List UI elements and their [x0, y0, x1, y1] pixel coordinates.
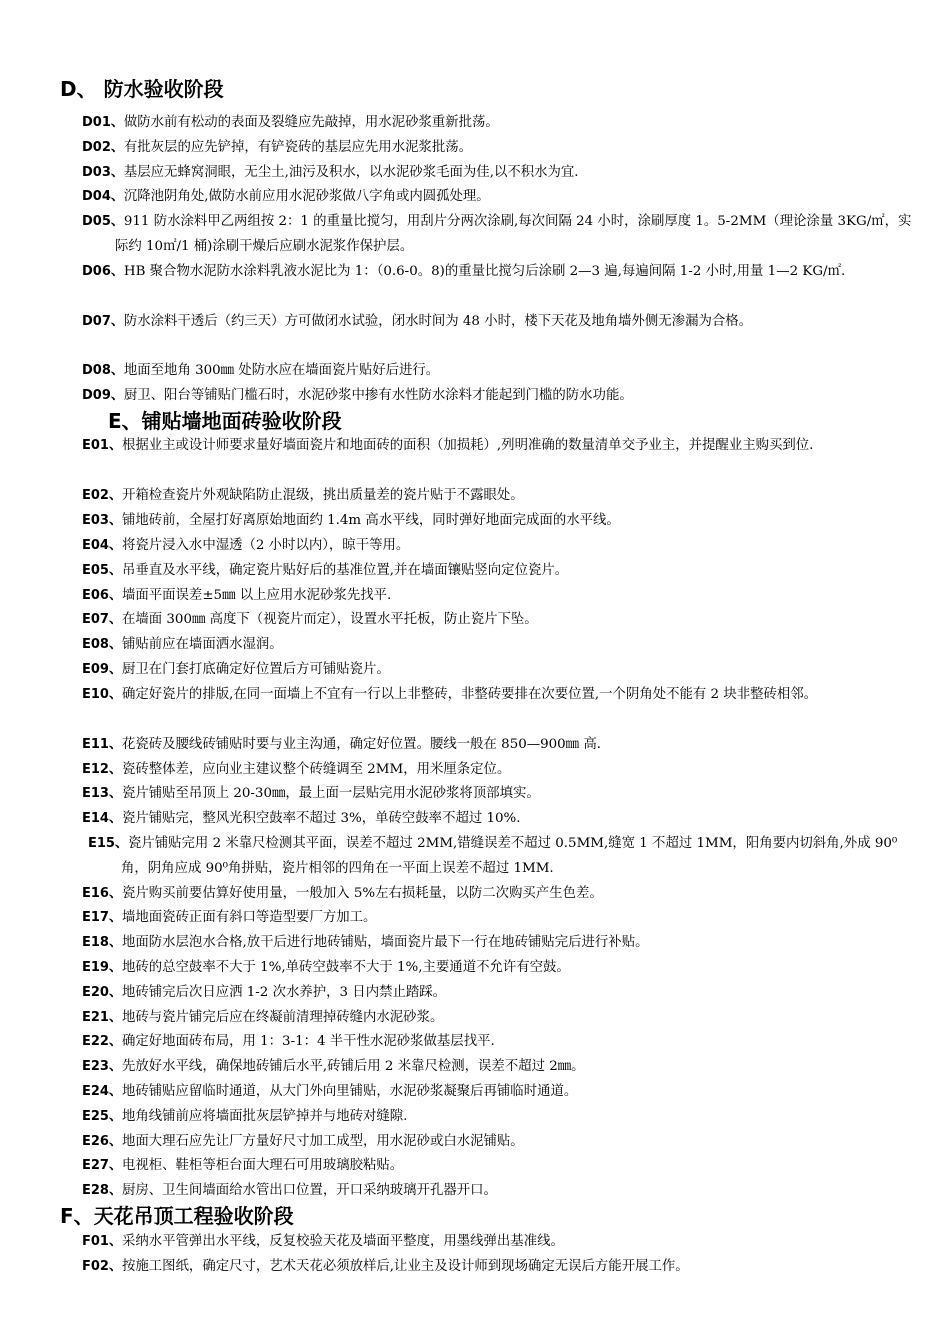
item-text: 地角线铺前应将墙面批灰层铲掉并与地砖对缝隙. — [121, 1109, 408, 1124]
list-item — [82, 633, 920, 658]
list-item — [82, 260, 920, 285]
list-item — [88, 832, 920, 881]
list-item — [82, 1055, 920, 1080]
item-text: 采纳水平管弹出水平线，反复校验天花及墙面平整度，用墨线弹出基准线。 — [121, 1234, 564, 1249]
item-code: D05、 — [82, 214, 124, 229]
item-code: D07、 — [82, 314, 124, 329]
item-text: 基层应无蜂窝洞眼，无尘土,油污及积水，以水泥砂浆毛面为佳,以不积水为宜. — [123, 165, 579, 180]
item-code: E11、 — [82, 737, 122, 752]
list-item — [82, 161, 920, 186]
list-item — [82, 509, 920, 534]
item-text: 厨卫、阳台等铺贴门槛石时，水泥砂浆中掺有水性防水涂料才能起到门槛的防水功能。 — [123, 388, 633, 403]
item-text: 地砖铺完后次日应洒 1-2 次水养护，3 日内禁止踏踩。 — [121, 985, 447, 1000]
item-text: 瓷片铺贴完用 2 米靠尺检测其平面，误差不超过 2MM,错缝误差不超过 0.5MM,缝宽 1 不超过 1MM，阳角要内切斜角,外成 90⁰角，阴角应成 90⁰角拼贴，瓷片相邻的四角在一平面上误差不超过 1MM. — [121, 836, 898, 876]
item-code: E21、 — [82, 1010, 122, 1025]
list-item — [82, 1130, 920, 1155]
item-code: D08、 — [82, 363, 124, 378]
list-item — [82, 1179, 920, 1204]
item-code: E15、 — [88, 836, 128, 851]
list-item — [82, 981, 920, 1006]
item-code: E17、 — [82, 910, 122, 925]
item-text: 沉降池阴角处,做防水前应用水泥砂浆做八字角或内圆孤处理。 — [123, 189, 490, 204]
list-item — [82, 658, 920, 683]
item-code: E08、 — [82, 637, 122, 652]
item-text: 地砖铺贴应留临时通道，从大门外向里铺贴，水泥砂浆凝聚后再铺临时通道。 — [121, 1084, 578, 1099]
item-text: 确定好瓷片的排版,在同一面墙上不宜有一行以上非整砖，非整砖要排在次要位置,一个阴角处不能有 2 块非整砖相邻。 — [121, 687, 818, 702]
item-code: F01、 — [82, 1234, 122, 1249]
list-item — [82, 1255, 920, 1280]
item-text: 铺贴前应在墙面洒水湿润。 — [121, 637, 283, 652]
item-text: 瓷片铺贴完，整风光积空鼓率不超过 3%，单砖空鼓率不超过 10%. — [121, 811, 521, 826]
item-text: 开箱检查瓷片外观缺陷防止混级，挑出质量差的瓷片贴于不露眼处。 — [121, 488, 524, 503]
item-text: 确定好地面砖布局，用 1：3-1：4 半干性水泥砂浆做基层找平. — [121, 1034, 495, 1049]
list-item — [82, 1154, 920, 1179]
item-text: 先放好水平线，确保地砖铺后水平,砖铺后用 2 米靠尺检测，误差不超过 2㎜。 — [121, 1059, 585, 1074]
list-item — [82, 758, 920, 783]
list-item — [82, 1105, 920, 1130]
list-item — [82, 434, 920, 459]
item-text: 地面大理石应先让厂方量好尺寸加工成型，用水泥砂或白水泥铺贴。 — [121, 1134, 524, 1149]
item-text: 根据业主或设计师要求量好墙面瓷片和地面砖的面积（加损耗）,列明准确的数量清单交予业主，并提醒业主购买到位. — [121, 438, 814, 453]
item-text: 防水涂料干透后（约三天）方可做闭水试验，闭水时间为 48 小时，楼下天花及地角墙外侧无渗漏为合格。 — [123, 314, 753, 329]
list-item — [82, 1230, 920, 1255]
section-heading-f: F、天花吊顶工程验收阶段 — [60, 1204, 294, 1228]
item-text: 墙面平面误差±5㎜ 以上应用水泥砂浆先找平. — [121, 588, 392, 603]
item-code: E23、 — [82, 1059, 122, 1074]
list-item — [60, 310, 887, 335]
list-item — [82, 185, 920, 210]
list-item — [82, 608, 920, 633]
item-text: 花瓷砖及腰线砖铺贴时要与业主沟通，确定好位置。腰线一般在 850—900㎜ 高. — [121, 737, 601, 752]
item-code: E18、 — [82, 935, 122, 950]
item-text: 按施工图纸，确定尺寸，艺术天花必须放样后,让业主及设计师到现场确定无误后方能开展工作。 — [121, 1259, 689, 1274]
list-item — [82, 1080, 920, 1105]
item-code: D06、 — [82, 264, 124, 279]
list-item — [82, 956, 920, 981]
item-text: 瓷片购买前要估算好使用量，一般加入 5%左右损耗量，以防二次购买产生色差。 — [121, 886, 603, 901]
item-text: 地面至地角 300㎜ 处防水应在墙面瓷片贴好后进行。 — [123, 363, 440, 378]
item-code: E26、 — [82, 1134, 122, 1149]
list-item — [82, 1006, 920, 1031]
item-code: E03、 — [82, 513, 122, 528]
item-code: E16、 — [82, 886, 122, 901]
list-item — [82, 683, 920, 708]
item-code: E10、 — [82, 687, 122, 702]
item-text: 有批灰层的应先铲掉，有铲瓷砖的基层应先用水泥浆批荡。 — [123, 140, 473, 155]
item-code: D09、 — [82, 388, 124, 403]
list-item — [82, 733, 920, 758]
list-item — [82, 1030, 920, 1055]
item-code: D01、 — [82, 115, 124, 130]
list-item — [82, 559, 920, 584]
item-code: E09、 — [82, 662, 122, 677]
item-text: 墙地面瓷砖正面有斜口等造型要厂方加工。 — [121, 910, 377, 925]
item-code: E07、 — [82, 612, 122, 627]
item-code: E25、 — [82, 1109, 122, 1124]
item-text: 铺地砖前，全屋打好离原始地面约 1.4m 高水平线，同时弹好地面完成面的水平线。 — [121, 513, 620, 528]
item-code: F02、 — [82, 1259, 122, 1274]
item-text: 电视柜、鞋柜等柜台面大理石可用玻璃胶粘贴。 — [121, 1158, 404, 1173]
item-text: 厨卫在门套打底确定好位置后方可铺贴瓷片。 — [121, 662, 390, 677]
list-item — [82, 807, 920, 832]
list-item — [82, 111, 920, 136]
item-code: E04、 — [82, 538, 122, 553]
item-text: 将瓷片浸入水中湿透（2 小时以内），晾干等用。 — [121, 538, 410, 553]
item-code: E19、 — [82, 960, 122, 975]
item-text: 在墙面 300㎜ 高度下（视瓷片而定），设置水平托板，防止瓷片下坠。 — [121, 612, 538, 627]
item-code: D03、 — [82, 165, 124, 180]
item-code: E24、 — [82, 1084, 122, 1099]
item-code: D02、 — [82, 140, 124, 155]
item-text: 瓷片铺贴至吊顶上 20-30㎜，最上面一层贴完用水泥砂浆将顶部填实。 — [121, 786, 540, 801]
item-text: 911 防水涂料甲乙两组按 2：1 的重量比搅匀，用刮片分两次涂刷,每次间隔 24 小时，涂刷厚度 1。5-2MM（理论涂量 3KG/㎡，实际约 10㎡/1 桶)涂刷干燥后应刷水泥浆作保护层。 — [115, 214, 912, 254]
item-code: E05、 — [82, 563, 122, 578]
item-code: D04、 — [82, 189, 124, 204]
item-text: HB 聚合物水泥防水涂料乳液水泥比为 1：（0.6-0。8)的重量比搅匀后涂刷 2—3 遍,每遍间隔 1-2 小时,用量 1—2 KG/㎡. — [123, 264, 846, 279]
item-code: E22、 — [82, 1034, 122, 1049]
item-text: 地面防水层泡水合格,放干后进行地砖铺贴，墙面瓷片最下一行在地砖铺贴完后进行补贴。 — [121, 935, 649, 950]
item-code: E01、 — [82, 438, 122, 453]
item-text: 吊垂直及水平线，确定瓷片贴好后的基准位置,并在墙面镶贴竖向定位瓷片。 — [121, 563, 569, 578]
item-code: E28、 — [82, 1183, 122, 1198]
item-code: E12、 — [82, 762, 122, 777]
section-heading-e: E、铺贴墙地面砖验收阶段 — [108, 409, 342, 433]
item-code: E27、 — [82, 1158, 122, 1173]
list-item — [82, 584, 920, 609]
item-text: 地砖的总空鼓率不大于 1%,单砖空鼓率不大于 1%,主要通道不允许有空鼓。 — [121, 960, 570, 975]
item-text: 地砖与瓷片铺完后应在终凝前清理掉砖缝内水泥砂浆。 — [121, 1010, 444, 1025]
item-code: E14、 — [82, 811, 122, 826]
item-text: 瓷砖整体差，应向业主建议整个砖缝调至 2MM，用米厘条定位。 — [121, 762, 511, 777]
list-item — [82, 484, 920, 509]
list-item — [82, 931, 920, 956]
list-item — [82, 384, 920, 409]
item-text: 做防水前有松动的表面及裂缝应先敲掉，用水泥砂浆重新批荡。 — [123, 115, 499, 130]
item-code: E02、 — [82, 488, 122, 503]
item-code: E13、 — [82, 786, 122, 801]
list-item — [82, 210, 920, 259]
item-code: E06、 — [82, 588, 122, 603]
list-item — [82, 136, 920, 161]
list-item — [82, 534, 920, 559]
item-code: E20、 — [82, 985, 122, 1000]
section-heading-d: D、 防水验收阶段 — [60, 77, 224, 101]
list-item — [82, 906, 920, 931]
list-item — [82, 782, 920, 807]
list-item — [82, 882, 920, 907]
item-text: 厨房、卫生间墙面给水管出口位置，开口采纳玻璃开孔器开口。 — [121, 1183, 497, 1198]
list-item — [82, 359, 920, 384]
